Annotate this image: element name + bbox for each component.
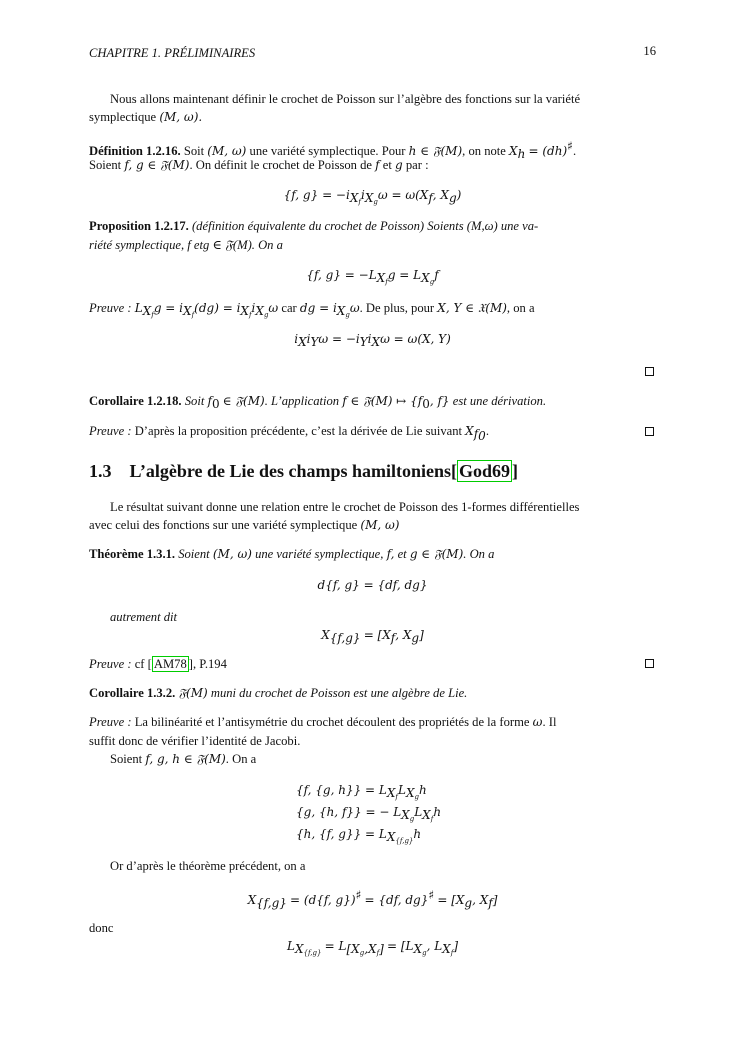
citation-link[interactable]: AM78	[153, 657, 187, 671]
proof-2-line: Preuve : D’après la proposition précédente, c’est la dérivée de Lie suivant $X_{f_0}$.	[89, 424, 489, 443]
proof-4-line-1: Preuve : La bilinéarité et l’antisymétrie du crochet découlent des propriétés de la forme ω. Il	[89, 715, 557, 729]
intro-line-1: Nous allons maintenant définir le crochet de Poisson sur l’algèbre des fonctions sur la variété	[110, 92, 581, 106]
hamiltonian-bracket-equation: $X_{\{f,g\}} = (d\{f$, g})♯ = {df, $dg\}^♯ = [X_g$, $X_f$]	[247, 888, 498, 911]
intro-line-2: symplectique (M, ω).	[89, 110, 203, 124]
interior-product-equation: $i_Xi_Y\omega = -i_Yi_X\omega = \omega(X$, Y)	[294, 332, 451, 349]
lie-derivative-equation: $L_{X_{\{f,g\}}} = L_{[X_g,X_f]} = [L_{X_g}$, $L_{X_f}$]	[287, 939, 458, 957]
section-heading: 1.3 L’algèbre de Lie des champs hamiltoniens[ God69 ]	[89, 461, 519, 481]
or-dapres-line: Or d’après le théorème précédent, on a	[110, 859, 306, 873]
qed-square	[645, 367, 654, 376]
section-intro-line-2: avec celui des fonctions sur une variété symplectique (M, ω)	[89, 518, 400, 532]
corollary-1-2-18-line: Corollaire 1.2.18. Soit $f_0$ ∈ 𝔉(M). L’application f ∈ 𝔉(M) ↦ {$f_0$, f} est une dérivation.	[89, 394, 547, 411]
page-number: 16	[643, 44, 656, 58]
jacobi-equation-2: {g, {h, f}} = − $L_{X_g}L_{X_f}h$	[296, 805, 442, 823]
theorem-equation-1: d{f, g} = {df, dg}	[317, 578, 428, 592]
proposition-1-2-17-line-2: riété symplectique, f etg ∈ 𝔉(M). On a	[89, 238, 283, 252]
proof-4-line-3: Soient f, g, h ∈ 𝔉(M). On a	[110, 752, 257, 766]
corollary-1-3-2-line: Corollaire 1.3.2. 𝔉(M) muni du crochet de Poisson est une algèbre de Lie.	[89, 686, 468, 700]
definition-1-2-16-line-2: Soient f, g ∈ 𝔉(M). On définit le crochet de Poisson de f et g par :	[89, 158, 429, 172]
jacobi-equation-3: {h, {f, $g\}\} = L_{X_{\{f,g\}}}h$	[296, 827, 422, 845]
jacobi-equation-1: {f, {g, $h\}\} = L_{X_f}L_{X_g}h$	[296, 783, 427, 801]
citation-link[interactable]: God69	[459, 461, 511, 481]
poisson-bracket-definition-equation: {f, $g\} = -i_{X_f}i_{X_g}\omega = \omega(X_f$, $X_g$)	[283, 188, 462, 206]
definition-1-2-16-line-1: Définition 1.2.16. Soit (M, ω) une variété symplectique. Pour h ∈ 𝔉(M), on note $X_h = (dh)^♯$.	[89, 139, 577, 162]
theorem-1-3-1-line: Théorème 1.3.1. Soient (M, ω) une variété symplectique, f, et g ∈ 𝔉(M). On a	[89, 547, 495, 561]
autrement-dit: autrement dit	[110, 610, 178, 624]
proposition-equation: {f, $g\} = -L_{X_f}g = L_{X_g}f$	[306, 268, 439, 286]
proof-1-line: Preuve : $L_{X_f}g = i_{X_f}(dg) = i_{X_f}i_{X_g}\omega$ car dg = $i_{X_g}\omega$. De plus, pour X, Y ∈ 𝔛(M), on a	[89, 301, 535, 319]
running-header: CHAPITRE 1. PRÉLIMINAIRES	[89, 46, 256, 60]
qed-square	[645, 427, 654, 436]
qed-square	[645, 659, 654, 668]
proof-4-line-2: suffit donc de vérifier l’identité de Jacobi.	[89, 734, 301, 748]
proposition-1-2-17-line-1: Proposition 1.2.17. (définition équivalente du crochet de Poisson) Soients (M,ω) une va-	[89, 219, 539, 233]
donc-line: donc	[89, 921, 114, 935]
section-intro-line-1: Le résultat suivant donne une relation entre le crochet de Poisson des 1-formes différentielles	[110, 500, 580, 514]
proof-3-line: Preuve : cf [ AM78 ], P.194	[89, 657, 227, 671]
theorem-equation-2: $X_{\{f,g\}} = [X_f$, $X_g$]	[321, 628, 424, 645]
